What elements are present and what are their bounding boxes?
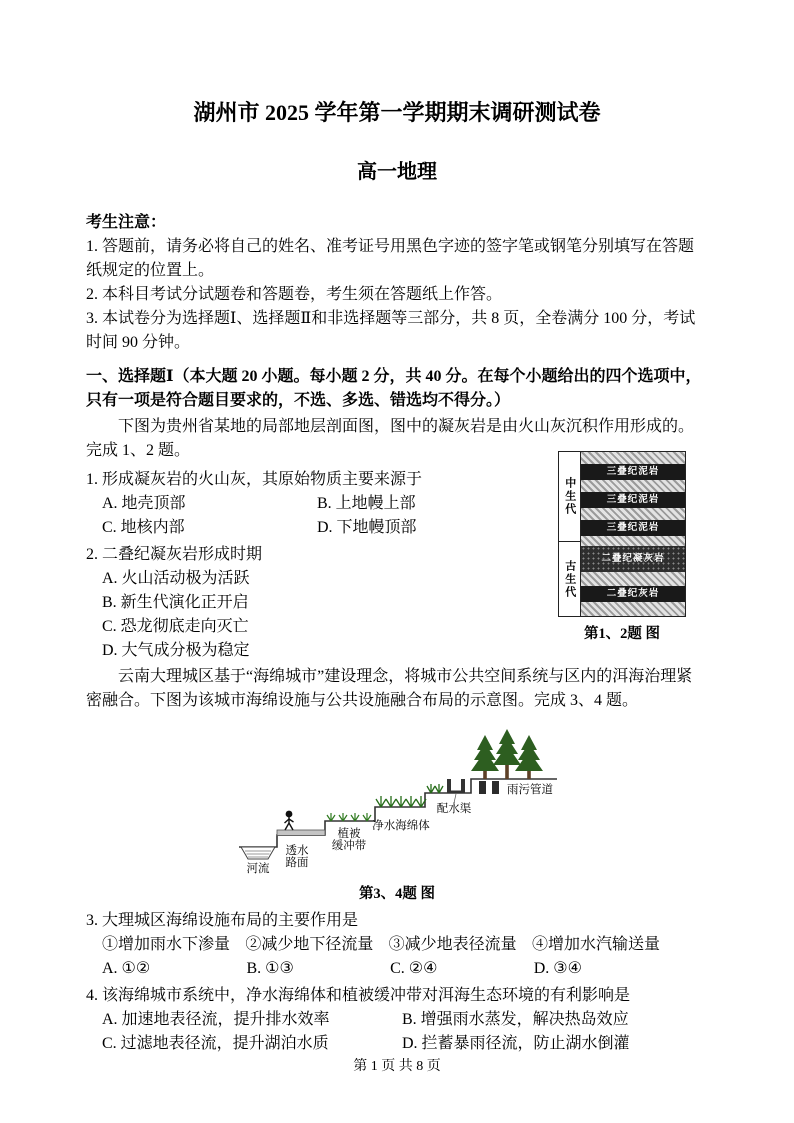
figure-1-2-caption: 第1、2题 图: [583, 626, 661, 642]
q2-option-c: C. 恐龙彻底走向灭亡: [102, 618, 249, 635]
pavement-slab: [277, 830, 325, 836]
layer-column: [581, 452, 685, 616]
pipe-label: 雨污管道: [506, 784, 553, 796]
q2-option-b: B. 新生代演化正开启: [102, 594, 249, 611]
river-label: 河流: [246, 863, 269, 875]
q3-statement-3: ③减少地表径流量: [388, 935, 517, 953]
figure-1-2: [536, 451, 708, 663]
layer-permian-tuff: 二叠纪凝灰岩: [581, 546, 685, 572]
strata-hatch: [581, 536, 685, 546]
intro-q3-q4: 云南大理城区基于“海绵城市”建设理念，将城市公共空间系统与区内的洱海治理紧密融合。下图为该城市海绵设施与公共设施融合布局的示意图。完成 3、4 题。: [86, 668, 693, 709]
q3-stem: 3. 大理城区海绵设施布局的主要作用是: [86, 911, 359, 929]
q3-option-c: C. ②④: [390, 959, 438, 977]
channel-label: 配水渠: [436, 803, 471, 815]
trees: [471, 729, 543, 779]
pavement-label-line2: 路面: [285, 857, 308, 869]
q3-statements: [86, 933, 708, 957]
strata-hatch: [581, 508, 685, 520]
pipes-shape: [479, 781, 499, 794]
q1-option-d: D. 下地幔顶部: [317, 519, 417, 536]
q2-option-d: D. 大气成分极为稳定: [102, 642, 250, 659]
q2-options: [86, 567, 536, 663]
strat-column-figure: [558, 451, 686, 617]
page-title: 湖州市 2025 学年第一学期期末调研测试卷: [193, 100, 601, 125]
strata-hatch: [581, 452, 685, 464]
layer-triassic-mudstone-3: 三叠纪泥岩: [581, 520, 685, 536]
notice-item-2: 2. 本科目考试分试题卷和答题卷，考生须在答题纸上作答。: [86, 286, 503, 303]
strata-hatch: [581, 602, 685, 616]
person-figure: [284, 811, 293, 830]
channel-leader-line: [454, 794, 456, 803]
q1-option-b: B. 上地幔上部: [317, 495, 416, 512]
q3-statement-4: ④增加水汽输送量: [531, 935, 660, 953]
sponge-grass: [376, 784, 443, 807]
figure-3-4-caption: 第3、4题 图: [358, 886, 436, 902]
layer-triassic-mudstone-2: 三叠纪泥岩: [581, 492, 685, 508]
q4-option-d: D. 拦蓄暴雨径流，防止湖水倒灌: [402, 1034, 630, 1052]
q1-q2-text: [86, 465, 536, 663]
buffer-label-line1: 植被: [337, 828, 360, 840]
q3-option-d: D. ③④: [533, 959, 582, 977]
q1-option-c: C. 地核内部: [102, 519, 185, 536]
notice-heading: 考生注意：: [86, 214, 167, 231]
notice-item-1: 1. 答题前，请务必将自己的姓名、准考证号用黑色字迹的签字笔或钢笔分别填写在答题纸规定的位置上。: [86, 238, 695, 279]
era-mesozoic-label: 中生代: [559, 452, 580, 542]
buffer-grass: [327, 813, 371, 821]
strata-hatch: [581, 572, 685, 586]
pavement-label-line1: 透水: [285, 845, 308, 857]
q3-options: [102, 957, 582, 981]
sponge-label: 净水海绵体: [371, 820, 430, 832]
strata-hatch: [581, 480, 685, 492]
layer-permian-limestone: 二叠纪灰岩: [581, 586, 685, 602]
q3-statement-1: ①增加雨水下渗量: [102, 935, 231, 953]
q1-q2-block: [86, 465, 708, 663]
q4-option-a: A. 加速地表径流，提升排水效率: [102, 1010, 330, 1028]
notice-item-3: 3. 本试卷分为选择题Ⅰ、选择题Ⅱ和非选择题等三部分，共 8 页，全卷满分 100 分，考试时间 90 分钟。: [86, 310, 696, 351]
river-shape: [241, 847, 275, 859]
section1-heading: [86, 365, 708, 413]
q4-option-c: C. 过滤地表径流，提升湖泊水质: [102, 1034, 329, 1052]
q2-stem: 2. 二叠纪凝灰岩形成时期: [86, 546, 263, 563]
layer-triassic-mudstone-1: 三叠纪泥岩: [581, 464, 685, 480]
figure-3-4: [86, 719, 708, 906]
q4-stem: 4. 该海绵城市系统中，净水海绵体和植被缓冲带对洱海生态环境的有利影响是: [86, 986, 631, 1004]
q2-option-a: A. 火山活动极为活跃: [102, 570, 250, 587]
section1-desc: （本大题 20 小题。每小题 2 分，共 40 分。在每个小题给出的四个选项中，只有一项是符合题目要求的，不选、多选、错选均不得分。）: [86, 368, 702, 409]
page-subtitle: 高一地理: [357, 161, 437, 183]
channel-structure: [447, 779, 465, 793]
sponge-city-diagram: [225, 719, 570, 877]
era-paleozoic-label: 古生代: [563, 559, 576, 599]
q4-options: [86, 1008, 708, 1056]
era-column: [559, 452, 581, 616]
q1-options: [86, 492, 536, 540]
q3-statement-2: ②减少地下径流量: [245, 935, 374, 953]
section1-label: 一、选择题Ⅰ: [86, 368, 174, 385]
buffer-label-line2: 缓冲带: [331, 840, 366, 852]
q1-option-a: A. 地壳顶部: [102, 495, 186, 512]
page-footer: 第 1 页 共 8 页: [353, 1059, 441, 1074]
q3-option-a: A. ①②: [102, 959, 151, 977]
q4-option-b: B. 增强雨水蒸发，解决热岛效应: [402, 1010, 629, 1028]
q3-option-b: B. ①③: [246, 959, 294, 977]
q1-stem: 1. 形成凝灰岩的火山灰，其原始物质主要来源于: [86, 471, 423, 488]
intro-q1-q2: 下图为贵州省某地的局部地层剖面图，图中的凝灰岩是由火山灰沉积作用形成的。完成 1、2 题。: [86, 418, 695, 459]
